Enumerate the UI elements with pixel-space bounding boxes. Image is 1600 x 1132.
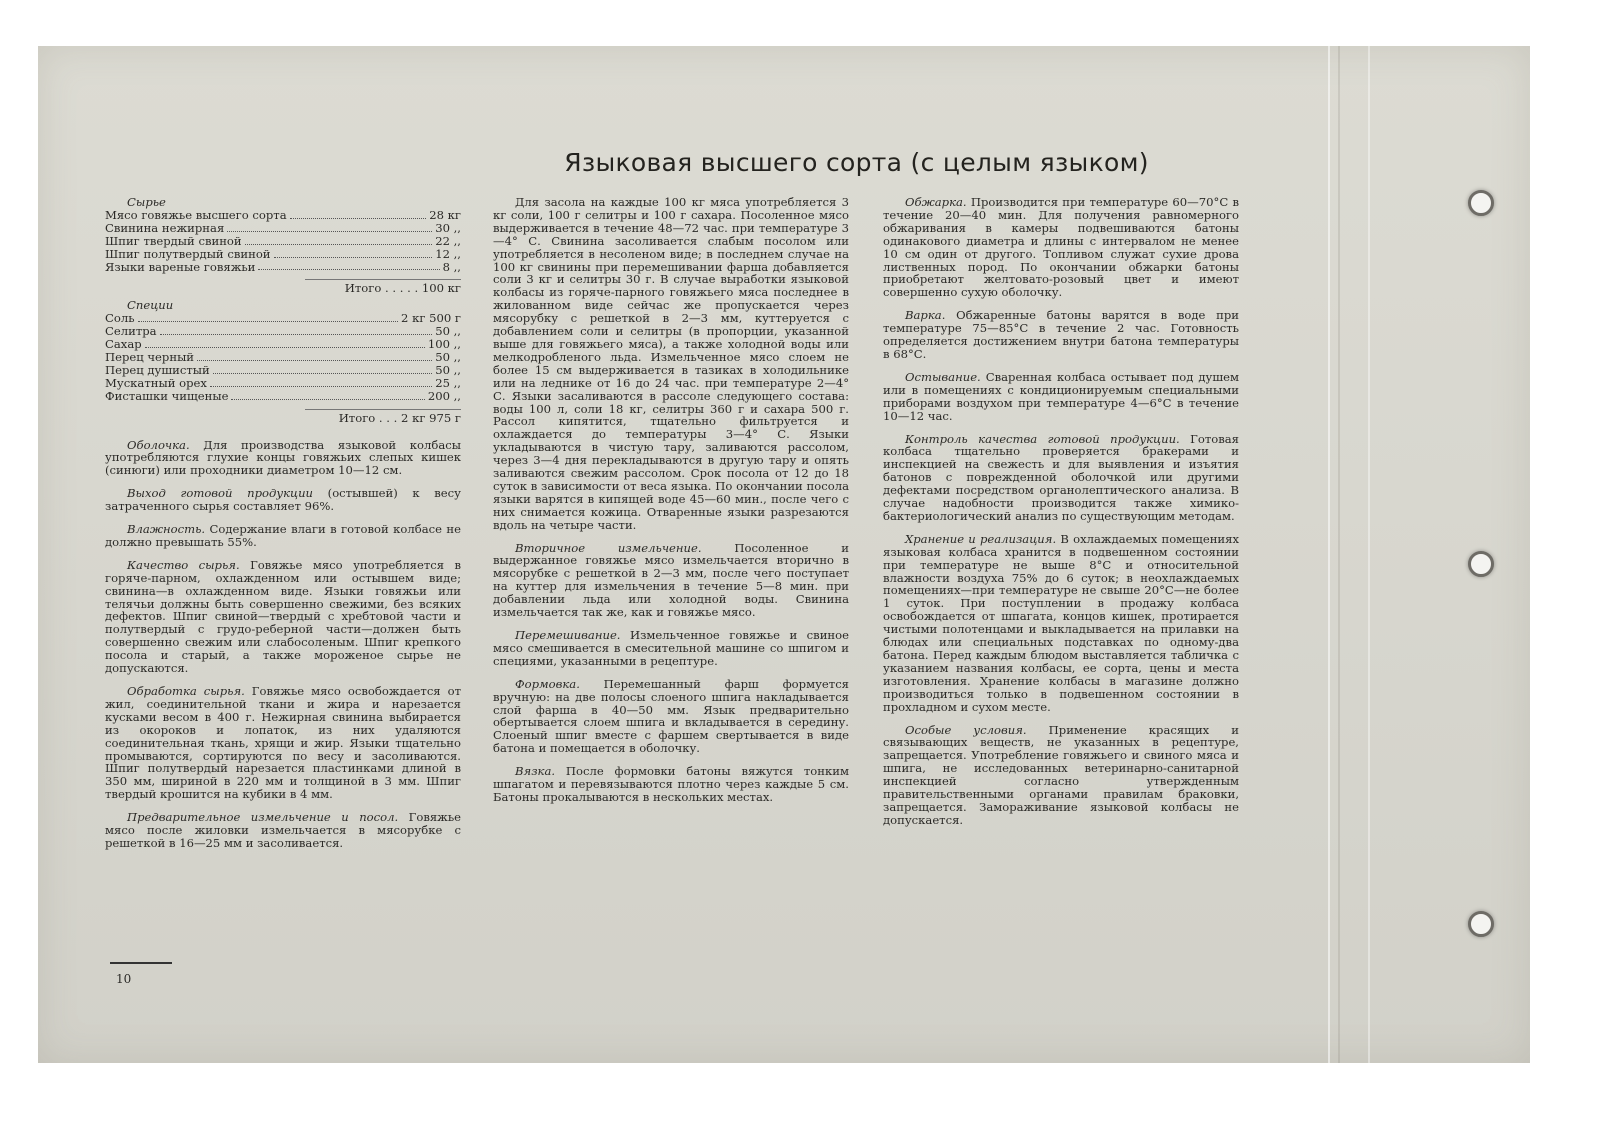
ingredient-name: Фисташки чищеные [105, 388, 229, 403]
leader-dots [245, 244, 433, 245]
paragraph-label: Контроль качества готовой продукции. [905, 431, 1180, 446]
ingredient-row [105, 325, 461, 338]
text-paragraph [493, 196, 849, 532]
leader-dots [197, 360, 432, 361]
page-number: 10 [116, 972, 132, 986]
binder-hole [1468, 911, 1494, 937]
paragraph-text: Содержание влаги в готовой колбасе не должно превышать 55%. [105, 522, 461, 549]
paragraph-text: Перемешанный фарш формуется вручную: на две полосы слоеного шпига накладывается слой фарша в 40—50 мм. Язык предварительно обертывается слоем шпига и вкладывается в середину. Слоеный шпиг вместе с фаршем свертывается в виде батона и помещается в оболочку. [493, 676, 849, 756]
paragraph-text: Измельченное говяжье и свиное мясо смешивается в смесительной машине со шпигом и специями, указанными в рецептуре. [493, 628, 849, 668]
ingredient-row [105, 312, 461, 325]
ingredient-name: Мускатный орех [105, 375, 207, 390]
paragraph-label: Выход готовой продукции [127, 486, 314, 501]
paragraph-label: Хранение и реализация. [905, 531, 1057, 546]
column-left-paragraphs [105, 439, 461, 850]
paragraph-label: Вязка. [515, 764, 556, 779]
leader-dots [210, 386, 432, 387]
ingredient-name: Перец душистый [105, 362, 210, 377]
page-fold-line [1338, 46, 1340, 1063]
paragraph-text: Обжаренные батоны варятся в воде при температуре 75—85°С в течение 2 час. Готовность определяется достижением внутри батона температуры в 68°С. [883, 308, 1239, 361]
ingredient-name: Свинина нежирная [105, 220, 225, 235]
ingredient-quantity: 8 ,, [442, 259, 461, 274]
paragraph-label: Влажность. [127, 522, 206, 537]
raw-heading: Сырье [127, 195, 166, 209]
leader-dots [213, 373, 432, 374]
ingredient-row [105, 390, 461, 403]
paragraph-text: Говяжье мясо употребляется в горяче-парном, охлажденном или остывшем виде; свинина—в охлажденном виде. Языки говяжьи или телячьи должны быть совершенно свежими, без всяких дефектов. Шпиг свиной—твердый с хребтовой части и полутвердый с грудо-реберной части—должен быть совершенно свежим или слабосоленым. Шпиг крепкого посола и старый, а также мороженое сырье не допускаются. [105, 557, 461, 676]
ingredient-quantity: 50 ,, [435, 349, 461, 364]
ingredient-name: Шпиг полутвердый свиной [105, 246, 271, 261]
ingredient-quantity: 200 ,, [427, 388, 461, 403]
paper-sheet [38, 46, 1530, 1063]
text-paragraph [493, 629, 849, 668]
ingredient-row [105, 351, 461, 364]
text-paragraph [105, 487, 461, 513]
paragraph-label: Предварительное измельчение и посол. [127, 810, 399, 825]
ingredient-name: Перец черный [105, 349, 195, 364]
spices-heading: Специи [127, 298, 174, 313]
paragraph-label: Вторичное измельчение. [515, 540, 702, 555]
text-paragraph [493, 542, 849, 619]
paragraph-text: В охлаждаемых помещениях языковая колбаса хранится в подвешенном состоянии при температуре не выше 8°С и относительной влажности воздуха 75% до 6 суток; в неохлаждаемых помещениях—при температуре не свыше 20°С—не более 1 суток. При поступлении в продажу колбаса освобождается от шпагата, концов кишек, протирается чистыми полотенцами и выкладывается на прилавки на блюдах или специальных подставках по одному-два батона. Перед каждым блюдом выставляется табличка с указанием названия колбасы, ее сорта, цены и места изготовления. Хранение колбасы в магазине должно производиться только в подвешенном состоянии в прохладном и сухом месте. [883, 531, 1240, 714]
ingredient-name: Шпиг твердый свиной [105, 233, 242, 248]
leader-dots [138, 321, 399, 322]
ingredient-row [105, 235, 461, 248]
ingredient-quantity: 100 ,, [427, 337, 461, 352]
paragraph-text: Применение красящих и связывающих веществ, не указанных в рецептуре, запрещается. Употребление говяжьего и свиного мяса и шпига, не исследованных ветеринарно-санитарной инспекцией согласно утвержденным правительственными органами правилам браковки, запрещается. Замораживание языковой колбасы не допускается. [883, 722, 1239, 827]
paragraph-label: Формовка. [515, 676, 580, 691]
page-title: Языковая высшего сорта (с целым языком) [564, 148, 1149, 177]
ingredient-quantity: 30 ,, [435, 220, 461, 235]
ingredient-name: Сахар [105, 337, 142, 352]
ingredient-row [105, 261, 461, 274]
binder-hole [1468, 190, 1494, 216]
ingredient-quantity: 22 ,, [435, 233, 461, 248]
paragraph-label: Обработка сырья. [127, 684, 245, 698]
ingredient-quantity: 12 ,, [435, 246, 461, 261]
paragraph-label: Оболочка. [127, 437, 190, 452]
paragraph-label: Перемешивание. [515, 628, 621, 642]
page-number-rule [110, 962, 172, 964]
ingredient-quantity: 50 ,, [435, 324, 461, 339]
leader-dots [274, 257, 433, 258]
paragraph-text: Говяжье мясо освобождается от жил, соединительной ткани и жира и нарезается кусками весом в 400 г. Нежирная свинина выбирается из окороков и лопаток, из них удаляются соединительная ткань, хрящи и жир. Языки тщательно промываются, сортируются по весу и засоливаются. Шпиг полутвердый нарезается пластинками длиной в 350 мм, шириной в 220 мм и толщиной в 3 мм. Шпиг твердый крошится на кубики в 4 мм. [105, 684, 461, 802]
text-paragraph [493, 765, 849, 804]
ingredient-name: Мясо говяжье высшего сорта [105, 207, 287, 222]
raw-total: Итого . . . . . 100 кг [305, 279, 461, 295]
text-paragraph [883, 309, 1239, 361]
ingredient-row [105, 222, 461, 235]
paragraph-text: Посоленное и выдержанное говяжье мясо измельчается вторично в мясорубке с решеткой в 2—3 мм, после чего поступает на куттер для измельчения в течение 5—8 мин. при добавлении льда или холодной воды. Свинина измельчается так же, как и говяжье мясо. [493, 540, 849, 620]
ingredient-quantity: 50 ,, [435, 362, 461, 377]
ingredient-row [105, 377, 461, 390]
ingredient-row [105, 364, 461, 377]
ingredient-row [105, 248, 461, 261]
paragraph-text: Говяжье мясо после жиловки измельчается в мясорубке с решеткой в 16—25 мм и засоливается. [105, 810, 461, 850]
paragraph-label: Обжарка. [905, 195, 967, 209]
paragraph-text: Для засола на каждые 100 кг мяса употребляется 3 кг соли, 100 г селитры и 100 г сахара. Посоленное мясо выдерживается в течение 48—72 час. при температуре 3—4° С. Свинина засоливается слабым посолом или употребляется в несоленом виде; в последнем случае на 100 кг свинины при перемешивании фарша добавляется соли 3 кг и селитры 30 г. В случае выработки языковой колбасы из горяче-парного говяжьего мяса последнее в жилованном виде сейчас же пропускается через мясорубку с решеткой в 2—3 мм, куттеруется с добавлением соли и селитры (в пропорции, указанной выше для говяжьего мяса), а также холодной воды или мелкодробленого льда. Измельченное мясо слоем не более 15 см выдерживается в тазиках в холодильнике или на леднике от 16 до 24 час. при температуре 2—4° С. Языки засаливаются в рассоле следующего состава: воды 100 л, соли 18 кг, селитры 360 г и сахара 500 г. Рассол кипятится, тщательно фильтруется и охлаждается до температуры 3—4° С. Языки укладываются в чистую тару, заливаются рассолом, через 3—4 дня перекладываются в другую тару и опять заливаются свежим рассолом. Срок посола от 12 до 18 суток в зависимости от веса языка. По окончании посола языки варятся в кипящей воде 45—60 мин., после чего с них снимается кожица. Отваренные языки разрезаются вдоль на четыре части. [493, 195, 849, 532]
column-right [883, 196, 1239, 837]
paragraph-text: (остывшей) к весу затраченного сырья составляет 96%. [105, 486, 461, 514]
ingredient-name: Селитра [105, 324, 157, 339]
text-paragraph [105, 523, 461, 549]
paragraph-text: Для производства языковой колбасы употребляются глухие концы говяжьих слепых кишек (синюги) или проходники диаметром 10—12 см. [105, 437, 461, 478]
leader-dots [145, 347, 425, 348]
ingredient-name: Языки вареные говяжьи [105, 259, 256, 274]
raw-materials-list [105, 209, 461, 274]
text-paragraph [883, 724, 1239, 827]
text-paragraph [105, 811, 461, 850]
paragraph-text: Производится при температуре 60—70°С в течение 20—40 мин. Для получения равномерного обжаривания в камеры подвешиваются батоны одинакового диаметра и длины с интервалом не менее 10 см один от другого. Топливом служат сухие дрова лиственных пород. По окончании обжарки батоны приобретают желтовато-розовый цвет и имеют совершенно сухую оболочку. [883, 195, 1239, 300]
paragraph-label: Варка. [905, 308, 946, 323]
text-paragraph [883, 196, 1239, 299]
text-paragraph [493, 678, 849, 755]
page-fold-line [1328, 46, 1330, 1063]
binder-hole [1468, 551, 1494, 577]
paragraph-label: Качество сырья. [127, 557, 240, 572]
text-paragraph [105, 439, 461, 478]
paragraph-text: После формовки батоны вяжутся тонким шпагатом и перевязываются плотно через каждые 5 см. Батоны прокалываются в нескольких местах. [493, 764, 849, 804]
leader-dots [160, 334, 433, 335]
spices-list [105, 312, 461, 402]
spices-total: Итого . . . 2 кг 975 г [305, 409, 461, 425]
paragraph-label: Особые условия. [905, 722, 1027, 737]
leader-dots [258, 269, 439, 270]
text-paragraph [105, 559, 461, 675]
leader-dots [227, 231, 432, 232]
paragraph-text: Готовая колбаса тщательно проверяется бракерами и инспекцией на свежесть и для выявления и изъятия батонов с поврежденной оболочкой или другими дефектами посредством органолептического анализа. В случае надобности производится также химико-бактериологический анализ по существующим методам. [883, 431, 1239, 523]
ingredient-row [105, 209, 461, 222]
paragraph-label: Остывание. [905, 369, 981, 384]
ingredient-quantity: 2 кг 500 г [401, 311, 461, 326]
column-middle [493, 196, 849, 814]
ingredient-quantity: 25 ,, [435, 375, 461, 390]
page-fold-line [1368, 46, 1370, 1063]
ingredient-quantity: 28 кг [429, 207, 461, 222]
column-left [105, 196, 461, 860]
text-paragraph [883, 371, 1239, 423]
ingredient-name: Соль [105, 311, 135, 326]
text-paragraph [883, 433, 1239, 523]
leader-dots [290, 218, 427, 219]
leader-dots [231, 399, 424, 400]
paragraph-text: Сваренная колбаса остывает под душем или в помещениях с кондиционируемым специальными приборами воздухом при температуре 4—6°С в течение 10—12 час. [883, 369, 1239, 423]
text-paragraph [883, 533, 1239, 714]
text-paragraph [105, 685, 461, 801]
